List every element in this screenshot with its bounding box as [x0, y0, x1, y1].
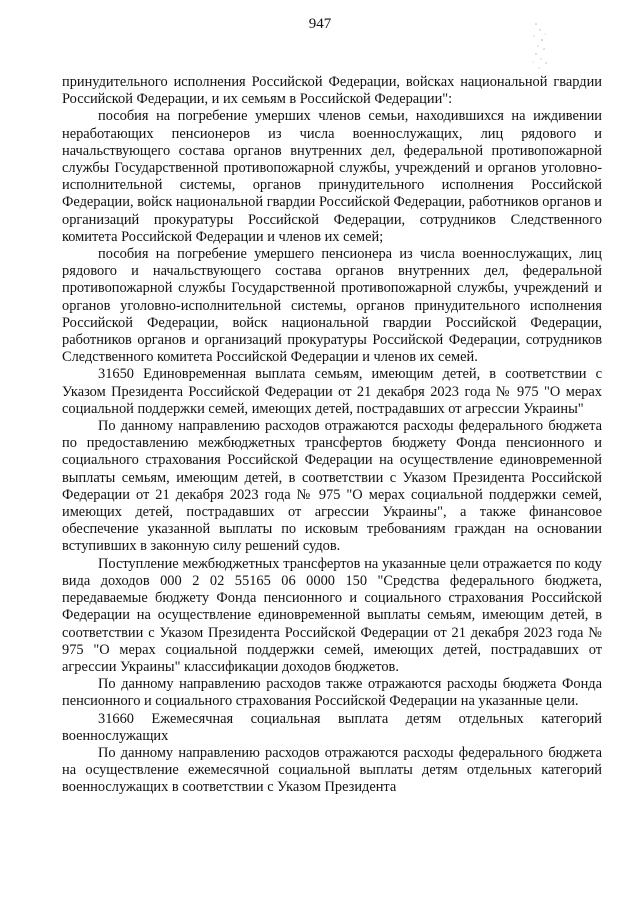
paragraph: Поступление межбюджетных трансфертов на указанные цели отражается по коду вида доходов 000 2 02 55165 06 0000 150 "Средства федерального бюджета, передаваемые бюджету Фонда пенсионного и социального страхования Российской Федерации на осуществление единовременной выплаты семьям, имеющим детей, в соответствии с Указом Президента Российской Федерации от 21 декабря 2023 года № 975 "О мерах социальной поддержки семей, имеющих детей, пострадавших от агрессии Украины" классификации доходов бюджетов. [62, 555, 602, 675]
paragraph: пособия на погребение умершего пенсионера из числа военнослужащих, лиц рядового и начальствующего состава органов внутренних дел, федеральной противопожарной службы Государственной противопожарной службы, учреждений и органов уголовно-исполнительной системы, органов принудительного исполнения Российской Федерации, войск национальной гвардии Российской Федерации, работников органов и организаций прокуратуры Российской Федерации, сотрудников Следственного комитета Российской Федерации и членов их семей. [62, 246, 602, 366]
scan-artifact-icon [530, 18, 564, 72]
document-body [62, 74, 602, 797]
paragraph: принудительного исполнения Российской Федерации, войсках национальной гвардии Российской Федерации, и их семьям в Российской Федерации": [62, 74, 602, 108]
paragraph: По данному направлению расходов также отражаются расходы бюджета Фонда пенсионного и социального страхования Российской Федерации на указанные цели. [62, 676, 602, 710]
paragraph: пособия на погребение умерших членов семьи, находившихся на иждивении неработающих пенсионеров из числа военнослужащих, лиц рядового и начальствующего состава органов внутренних дел, федеральной противопожарной службы Государственной противопожарной службы, учреждений и органов уголовно-исполнительной системы, органов принудительного исполнения Российской Федерации, войск национальной гвардии Российской Федерации, работников органов и организаций прокуратуры Российской Федерации, сотрудников Следственного комитета Российской Федерации и членов их семей; [62, 108, 602, 245]
page-number: 947 [308, 16, 332, 32]
paragraph: По данному направлению расходов отражаются расходы федерального бюджета на осуществление ежемесячной социальной выплаты детям отдельных категорий военнослужащих в соответствии с Указом Президента [62, 744, 602, 796]
paragraph: По данному направлению расходов отражаются расходы федерального бюджета по предоставлению межбюджетных трансфертов бюджету Фонда пенсионного и социального страхования Российской Федерации на осуществление единовременной выплаты семьям, имеющим детей, в соответствии с Указом Президента Российской Федерации от 21 декабря 2023 года № 975 "О мерах социальной поддержки семей, имеющих детей, пострадавших от агрессии Украины", а также финансовое обеспечение указанной выплаты по исковым требованиям граждан на основании вступивших в законную силу решений судов. [62, 418, 602, 555]
section-heading: 31660 Ежемесячная социальная выплата детям отдельных категорий военнослужащих [62, 710, 602, 744]
section-heading: 31650 Единовременная выплата семьям, имеющим детей, в соответствии с Указом Президента Российской Федерации от 21 декабря 2023 года № 975 "О мерах социальной поддержки семей, имеющих детей, пострадавших от агрессии Украины" [62, 366, 602, 417]
